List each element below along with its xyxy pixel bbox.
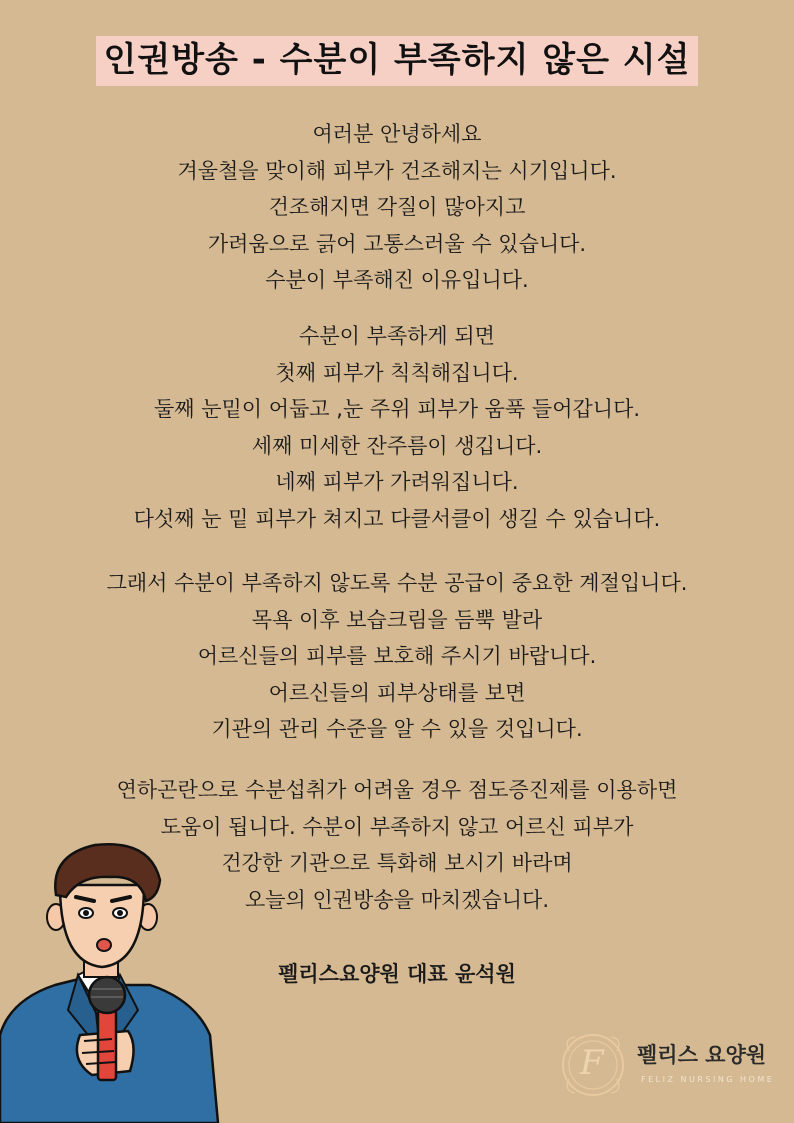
feliz-logo: [555, 1025, 794, 1105]
text-line: 겨울철을 맞이해 피부가 건조해지는 시기입니다.: [177, 158, 617, 183]
text-line: 수분이 부족해진 이유입니다.: [265, 268, 529, 292]
text-line: 여러분 안녕하세요: [312, 122, 482, 146]
logo-monogram: F: [580, 1043, 604, 1083]
text-line: 네째 피부가 가려워집니다.: [275, 470, 519, 494]
text-line: 수분이 부족하게 되면: [299, 324, 495, 348]
paragraph-intro: [0, 116, 794, 299]
text-line: 목욕 이후 보습크림을 듬뿍 발라: [251, 607, 543, 632]
text-line: 도움이 됩니다. 수분이 부족하지 않고 어르신 피부가: [160, 814, 634, 839]
page-title: 인권방송 - 수분이 부족하지 않은 시설: [96, 36, 699, 86]
paragraph-symptoms: [0, 318, 794, 537]
text-line: 어르신들의 피부상태를 보면: [268, 680, 526, 705]
text-line: 가려움으로 긁어 고통스러울 수 있습니다.: [207, 231, 587, 256]
logo-subtitle: FELIZ NURSING HOME: [641, 1075, 775, 1084]
logo-name: 펠리스 요양원: [637, 1043, 767, 1067]
signature-text: 펠리스요양원 대표 윤석원: [278, 962, 516, 986]
text-line: 건조해지면 각질이 많아지고: [268, 195, 526, 219]
text-line: 첫째 피부가 칙칙해집니다.: [275, 360, 519, 385]
paragraph-care: [0, 565, 794, 748]
text-line: 세째 미세한 잔주름이 생깁니다.: [251, 433, 543, 458]
text-line: 어르신들의 피부를 보호해 주시기 바랍니다.: [197, 644, 597, 668]
text-line: 그래서 수분이 부족하지 않도록 수분 공급이 중요한 계절입니다.: [106, 571, 688, 595]
text-line: 둘째 눈밑이 어둡고 ,눈 주위 피부가 움푹 들어갑니다.: [153, 397, 641, 421]
text-line: 건강한 기관으로 특화해 보시기 바라며: [221, 851, 573, 875]
title-container: [0, 36, 794, 86]
text-line: 기관의 관리 수준을 알 수 있을 것입니다.: [211, 717, 583, 741]
reporter-illustration: [0, 835, 220, 1123]
text-line: 오늘의 인권방송을 마치겠습니다.: [244, 887, 550, 912]
text-line: 다섯째 눈 밑 피부가 쳐지고 다클서클이 생길 수 있습니다.: [133, 506, 661, 531]
text-line: 연하곤란으로 수분섭취가 어려울 경우 점도증진제를 이용하면: [116, 778, 678, 802]
